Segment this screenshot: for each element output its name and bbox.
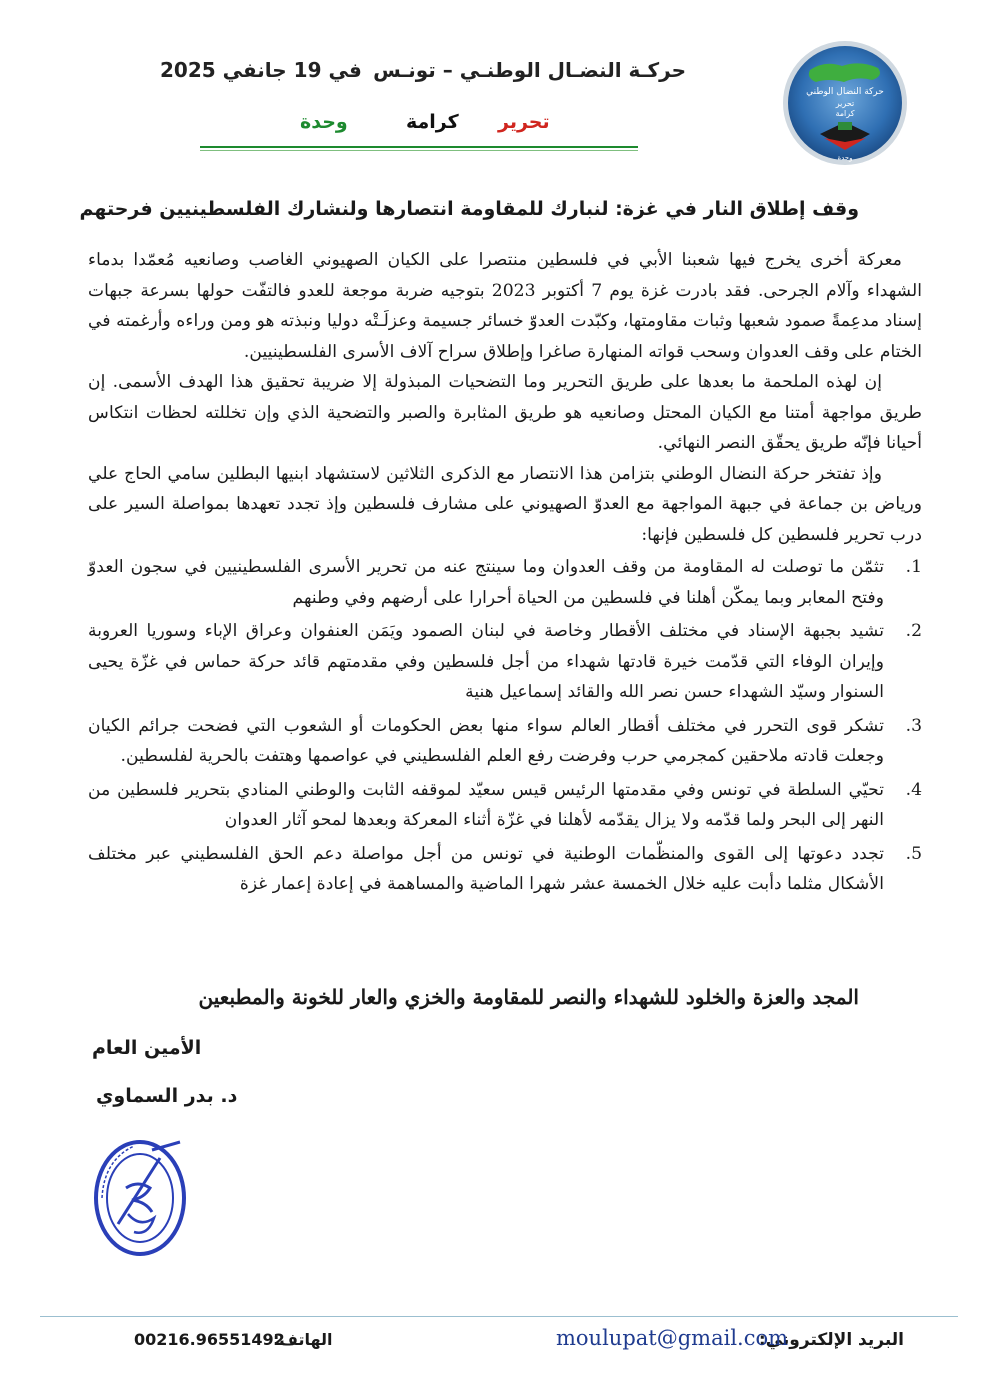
organization-logo	[780, 38, 910, 168]
statement-title: وقف إطلاق النار في غزة: لنبارك للمقاومة انتصارها ولنشارك الفلسطينيين فرحتهم	[79, 198, 859, 220]
paragraph-1: معركة أخرى يخرج فيها شعبنا الأبي في فلسطين منتصرا على الكيان الصهيوني الغاصب وصانعيه مُعمّدا بدماء الشهداء وآلام الجرحى. فقد بادرت غزة يوم 7 أكتوبر 2023 بتوجيه ضربة موجعة للعدو فالتفّت حولها بسرعة جبهات إسناد مدعِمةً صمود شعبها وثبات مقاومتها، وكبّدت العدوّ خسائر جسيمة وعزلَـتْه دوليا ونبذته هو ومن وراءه وأرغمته في الختام على وقف العدوان وسحب قواته المنهارة صاغرا وإطلاق سراح آلاف الأسرى الفلسطينيين.	[88, 250, 923, 362]
paragraph-2: إن لهذه الملحمة ما بعدها على طريق التحرير وما التضحيات المبذولة إلا ضريبة تحقيق هذا الهدف الأسمى. إن طريق مواجهة أمتنا مع الكيان المحتل وصانعيه هو طريق المثابرة والصبر والتضحية الذي وإن تخللته لحظات انتكاس أحيانا فإنّه طريق يحقّق النصر النهائي.	[88, 372, 922, 453]
resolutions-list	[88, 552, 922, 900]
document-date: في 19 جانفي 2025	[160, 58, 362, 82]
list-item-number: 2.	[905, 621, 922, 641]
closing-slogan: المجد والعزة والخلود للشهداء والنصر للمقاومة والخزي والعار للخونة والمطبعين	[198, 985, 859, 1009]
paragraph-3: وإذ تفتخر حركة النضال الوطني بتزامن هذا الانتصار مع الذكرى الثلاثين لاستشهاد ابنيها البطلين سامي الحاج علي ورياض بن جماعة في جبهة المواجهة مع العدوّ الصهيوني على مشارف فلسطين وإذ تجدد تعهدها بمواصلة السير على درب تحرير فلسطين كل فلسطين فإنها:	[88, 463, 922, 545]
email-label: البريد الإلكتروني:	[758, 1330, 904, 1350]
list-item-text: تحيّي السلطة في تونس وفي مقدمتها الرئيس قيس سعيّد لموقفه الثابت والوطني المنادي بتحرير فلسطين من النهر إلى البحر ولما قدّمه ولا يزال يقدّمه لأهلنا في غزّة أثناء المعركة وبعدها لمحو آثار العدوان	[88, 779, 884, 830]
list-item	[88, 839, 922, 900]
phone-number: 00216.96551492	[134, 1330, 285, 1349]
list-item	[88, 775, 922, 836]
list-item-number: 1.	[905, 557, 922, 577]
list-item-text: تجدد دعوتها إلى القوى والمنظّمات الوطنية في تونس من أجل مواصلة دعم الحق الفلسطيني عبر مختلف الأشكال مثلما دأبت عليه خلال الخمسة عشر شهرا الماضية والمساهمة في إعادة إعمار غزة	[88, 843, 884, 894]
motto-unity: وحدة	[300, 111, 348, 133]
list-item-text: تشيد بجبهة الإسناد في مختلف الأقطار وخاصة في لبنان الصمود ويَمَن العنفوان وعراق الإباء وسوريا العروبة وإيران الوفاء التي قدّمت خيرة قادتها شهداء من أجل فلسطين وفي مقدمتهم قائد حركة حماس في غزّة يحيى السنوار وسيّد الشهداء حسن نصر الله والقائد إسماعيل هنية	[88, 621, 884, 702]
official-stamp	[88, 1128, 198, 1263]
logo-text-2: كرامة	[835, 109, 855, 118]
list-item	[88, 616, 922, 708]
signatory-role: الأمين العام	[92, 1037, 202, 1059]
footer-divider	[40, 1316, 958, 1317]
header-divider	[200, 146, 638, 148]
list-item-number: 5.	[905, 843, 922, 864]
organization-name: حركـة النضـال الوطنـي – تونـس	[373, 58, 686, 82]
signatory-name: د. بدر السماوي	[96, 1085, 238, 1107]
header-divider-thin	[200, 150, 638, 151]
statement-body	[88, 245, 922, 903]
list-item-text: تشكر قوى التحرر في مختلف أقطار العالم سواء منها بعض الحكومات أو الشعوب التي فضحت جرائم الكيان وجعلت قادته ملاحقين كمجرمي حرب وفرضت رفع العلم الفلسطيني في عواصمها وهتفت بالحرية لفلسطين.	[88, 715, 884, 766]
list-item	[88, 711, 922, 772]
list-item-text: تثمّن ما توصلت له المقاومة من وقف العدوان وما سينتج عنه من تحرير الأسرى الفلسطينيين في سجون العدوّ وفتح المعابر وبما يمكّن أهلنا في فلسطين من الحياة أحرارا على أرضهم وفي وطنهم	[88, 557, 884, 608]
logo-text-org: حركة النضال الوطني	[806, 87, 884, 97]
motto-liberation: تحرير	[498, 111, 550, 133]
list-item	[88, 552, 922, 613]
logo-text-3: وحدة	[837, 154, 853, 162]
phone-label: الهاتف:	[273, 1330, 333, 1349]
list-item-number: 4.	[905, 779, 922, 800]
email-link[interactable]: moulupat@gmail.com	[556, 1326, 789, 1350]
motto-dignity: كرامة	[406, 111, 459, 133]
list-item-number: 3.	[905, 715, 922, 736]
logo-text-1: تحرير	[835, 99, 855, 108]
